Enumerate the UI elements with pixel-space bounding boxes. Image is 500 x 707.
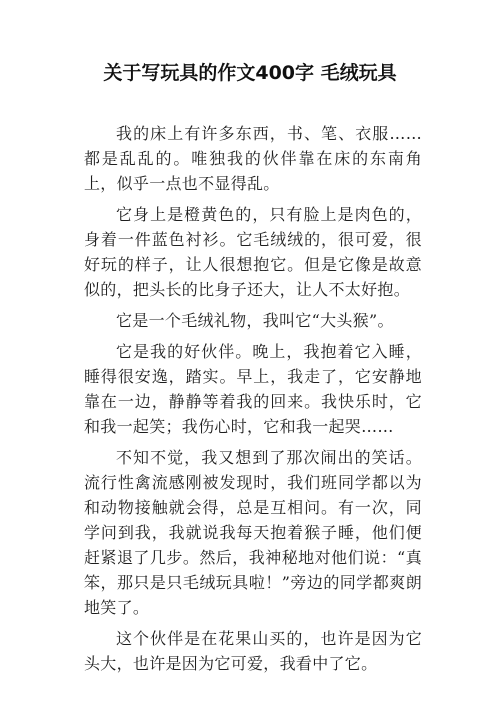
paragraph-2: 它身上是橙黄色的，只有脸上是肉色的，身着一件蓝色衬衫。它毛绒绒的，很可爱，很好玩的样子，让人很想抱它。但是它像是故意似的，把头长的比身子还大，让人不太好抱。 [84,205,422,299]
paragraph-1: 我的床上有许多东西，书、笔、衣服……都是乱乱的。唯独我的伙伴靠在床的东南角上，似乎一点也不显得乱。 [84,124,422,193]
paragraph-6: 这个伙伴是在花果山买的，也许是因为它头大，也许是因为它可爱，我看中了它。 [84,629,422,673]
document-title: 关于写玩具的作文400字 毛绒玩具 [103,62,397,84]
article-body [84,121,422,682]
paragraph-3: 它是一个毛绒礼物，我叫它“大头猴”。 [116,311,394,330]
paragraph-4: 它是我的好伙伴。晚上，我抱着它入睡，睡得很安逸，踏实。早上，我走了，它安静地靠在一边，静静等着我的回来。我快乐时，它和我一起笑；我伤心时，它和我一起哭…… [84,342,422,436]
paragraph-5: 不知不觉，我又想到了那次闹出的笑话。流行性禽流感刚被发现时，我们班同学都以为和动物接触就会得，总是互相问。有一次，同学问到我，我就说我每天抱着猴子睡，他们便赶紧退了几步。然后，我神秘地对他们说：“真笨，那只是只毛绒玩具啦！”旁边的同学都爽朗地笑了。 [84,448,422,617]
